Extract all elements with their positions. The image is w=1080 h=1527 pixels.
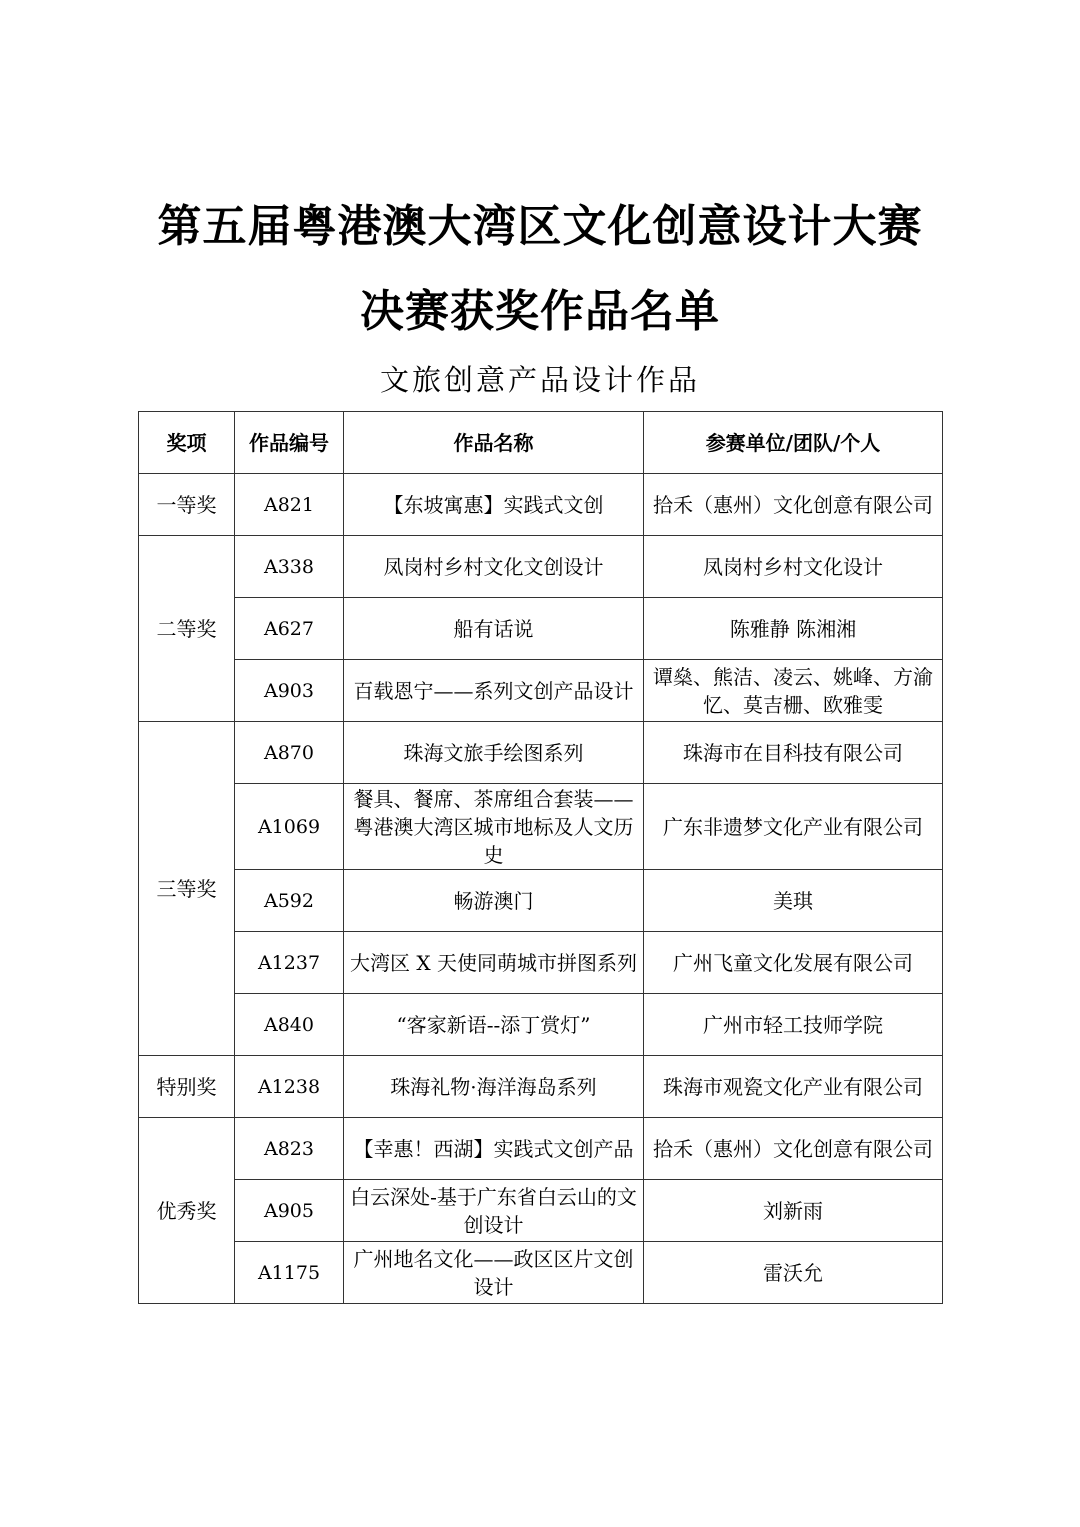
code-cell: A821 [235, 474, 344, 536]
awards-table [138, 411, 943, 1304]
entrant-cell: 陈雅静 陈湘湘 [644, 598, 943, 660]
award-cell: 二等奖 [139, 536, 235, 722]
document-title: 第五届粤港澳大湾区文化创意设计大赛 [157, 201, 923, 252]
entrant-cell: 美琪 [644, 870, 943, 932]
code-cell: A1238 [235, 1056, 344, 1118]
code-cell: A1069 [235, 784, 344, 870]
award-cell: 一等奖 [139, 474, 235, 536]
entrant-cell: 拾禾（惠州）文化创意有限公司 [644, 1118, 943, 1180]
header-name: 作品名称 [344, 412, 644, 474]
code-cell: A905 [235, 1180, 344, 1242]
entrant-cell: 雷沃允 [644, 1242, 943, 1304]
code-cell: A903 [235, 660, 344, 722]
table-row [139, 536, 943, 598]
table-row [139, 598, 943, 660]
award-cell: 三等奖 [139, 722, 235, 1056]
entrant-cell: 拾禾（惠州）文化创意有限公司 [644, 474, 943, 536]
code-cell: A627 [235, 598, 344, 660]
table-header-row [139, 412, 943, 474]
entrant-cell: 谭燊、熊洁、凌云、姚峰、方渝忆、莫吉栅、欧雅雯 [644, 660, 943, 722]
code-cell: A1175 [235, 1242, 344, 1304]
entrant-cell: 凤岗村乡村文化设计 [644, 536, 943, 598]
work-name-cell: 百载恩宁——系列文创产品设计 [344, 660, 644, 722]
code-cell: A1237 [235, 932, 344, 994]
table-row [139, 1180, 943, 1242]
table-row [139, 1118, 943, 1180]
entrant-cell: 广州飞童文化发展有限公司 [644, 932, 943, 994]
work-name-cell: 白云深处-基于广东省白云山的文创设计 [344, 1180, 644, 1242]
table-row [139, 1056, 943, 1118]
work-name-cell: 畅游澳门 [344, 870, 644, 932]
table-row [139, 870, 943, 932]
table-row [139, 1242, 943, 1304]
code-cell: A823 [235, 1118, 344, 1180]
header-entrant: 参赛单位/团队/个人 [644, 412, 943, 474]
work-name-cell: 凤岗村乡村文化文创设计 [344, 536, 644, 598]
entrant-cell: 广东非遗梦文化产业有限公司 [644, 784, 943, 870]
code-cell: A870 [235, 722, 344, 784]
award-cell: 优秀奖 [139, 1118, 235, 1304]
entrant-cell: 珠海市在目科技有限公司 [644, 722, 943, 784]
table-row [139, 660, 943, 722]
code-cell: A840 [235, 994, 344, 1056]
work-name-cell: 珠海文旅手绘图系列 [344, 722, 644, 784]
table-row [139, 784, 943, 870]
header-code: 作品编号 [235, 412, 344, 474]
award-cell: 特别奖 [139, 1056, 235, 1118]
work-name-cell: 广州地名文化——政区区片文创设计 [344, 1242, 644, 1304]
entrant-cell: 珠海市观瓷文化产业有限公司 [644, 1056, 943, 1118]
entrant-cell: 广州市轻工技师学院 [644, 994, 943, 1056]
work-name-cell: “客家新语--添丁赏灯” [344, 994, 644, 1056]
work-name-cell: 餐具、餐席、茶席组合套装——粤港澳大湾区城市地标及人文历史 [344, 784, 644, 870]
entrant-cell: 刘新雨 [644, 1180, 943, 1242]
header-award: 奖项 [139, 412, 235, 474]
document-title-line2: 决赛获奖作品名单 [360, 286, 720, 337]
work-name-cell: 【东坡寓惠】实践式文创 [344, 474, 644, 536]
work-name-cell: 珠海礼物·海洋海岛系列 [344, 1056, 644, 1118]
code-cell: A338 [235, 536, 344, 598]
work-name-cell: 船有话说 [344, 598, 644, 660]
table-row [139, 932, 943, 994]
table-row [139, 994, 943, 1056]
work-name-cell: 【幸惠！西湖】实践式文创产品 [344, 1118, 644, 1180]
table-row [139, 474, 943, 536]
section-subtitle: 文旅创意产品设计作品 [379, 363, 700, 397]
table-row [139, 722, 943, 784]
code-cell: A592 [235, 870, 344, 932]
work-name-cell: 大湾区 X 天使同萌城市拼图系列 [344, 932, 644, 994]
